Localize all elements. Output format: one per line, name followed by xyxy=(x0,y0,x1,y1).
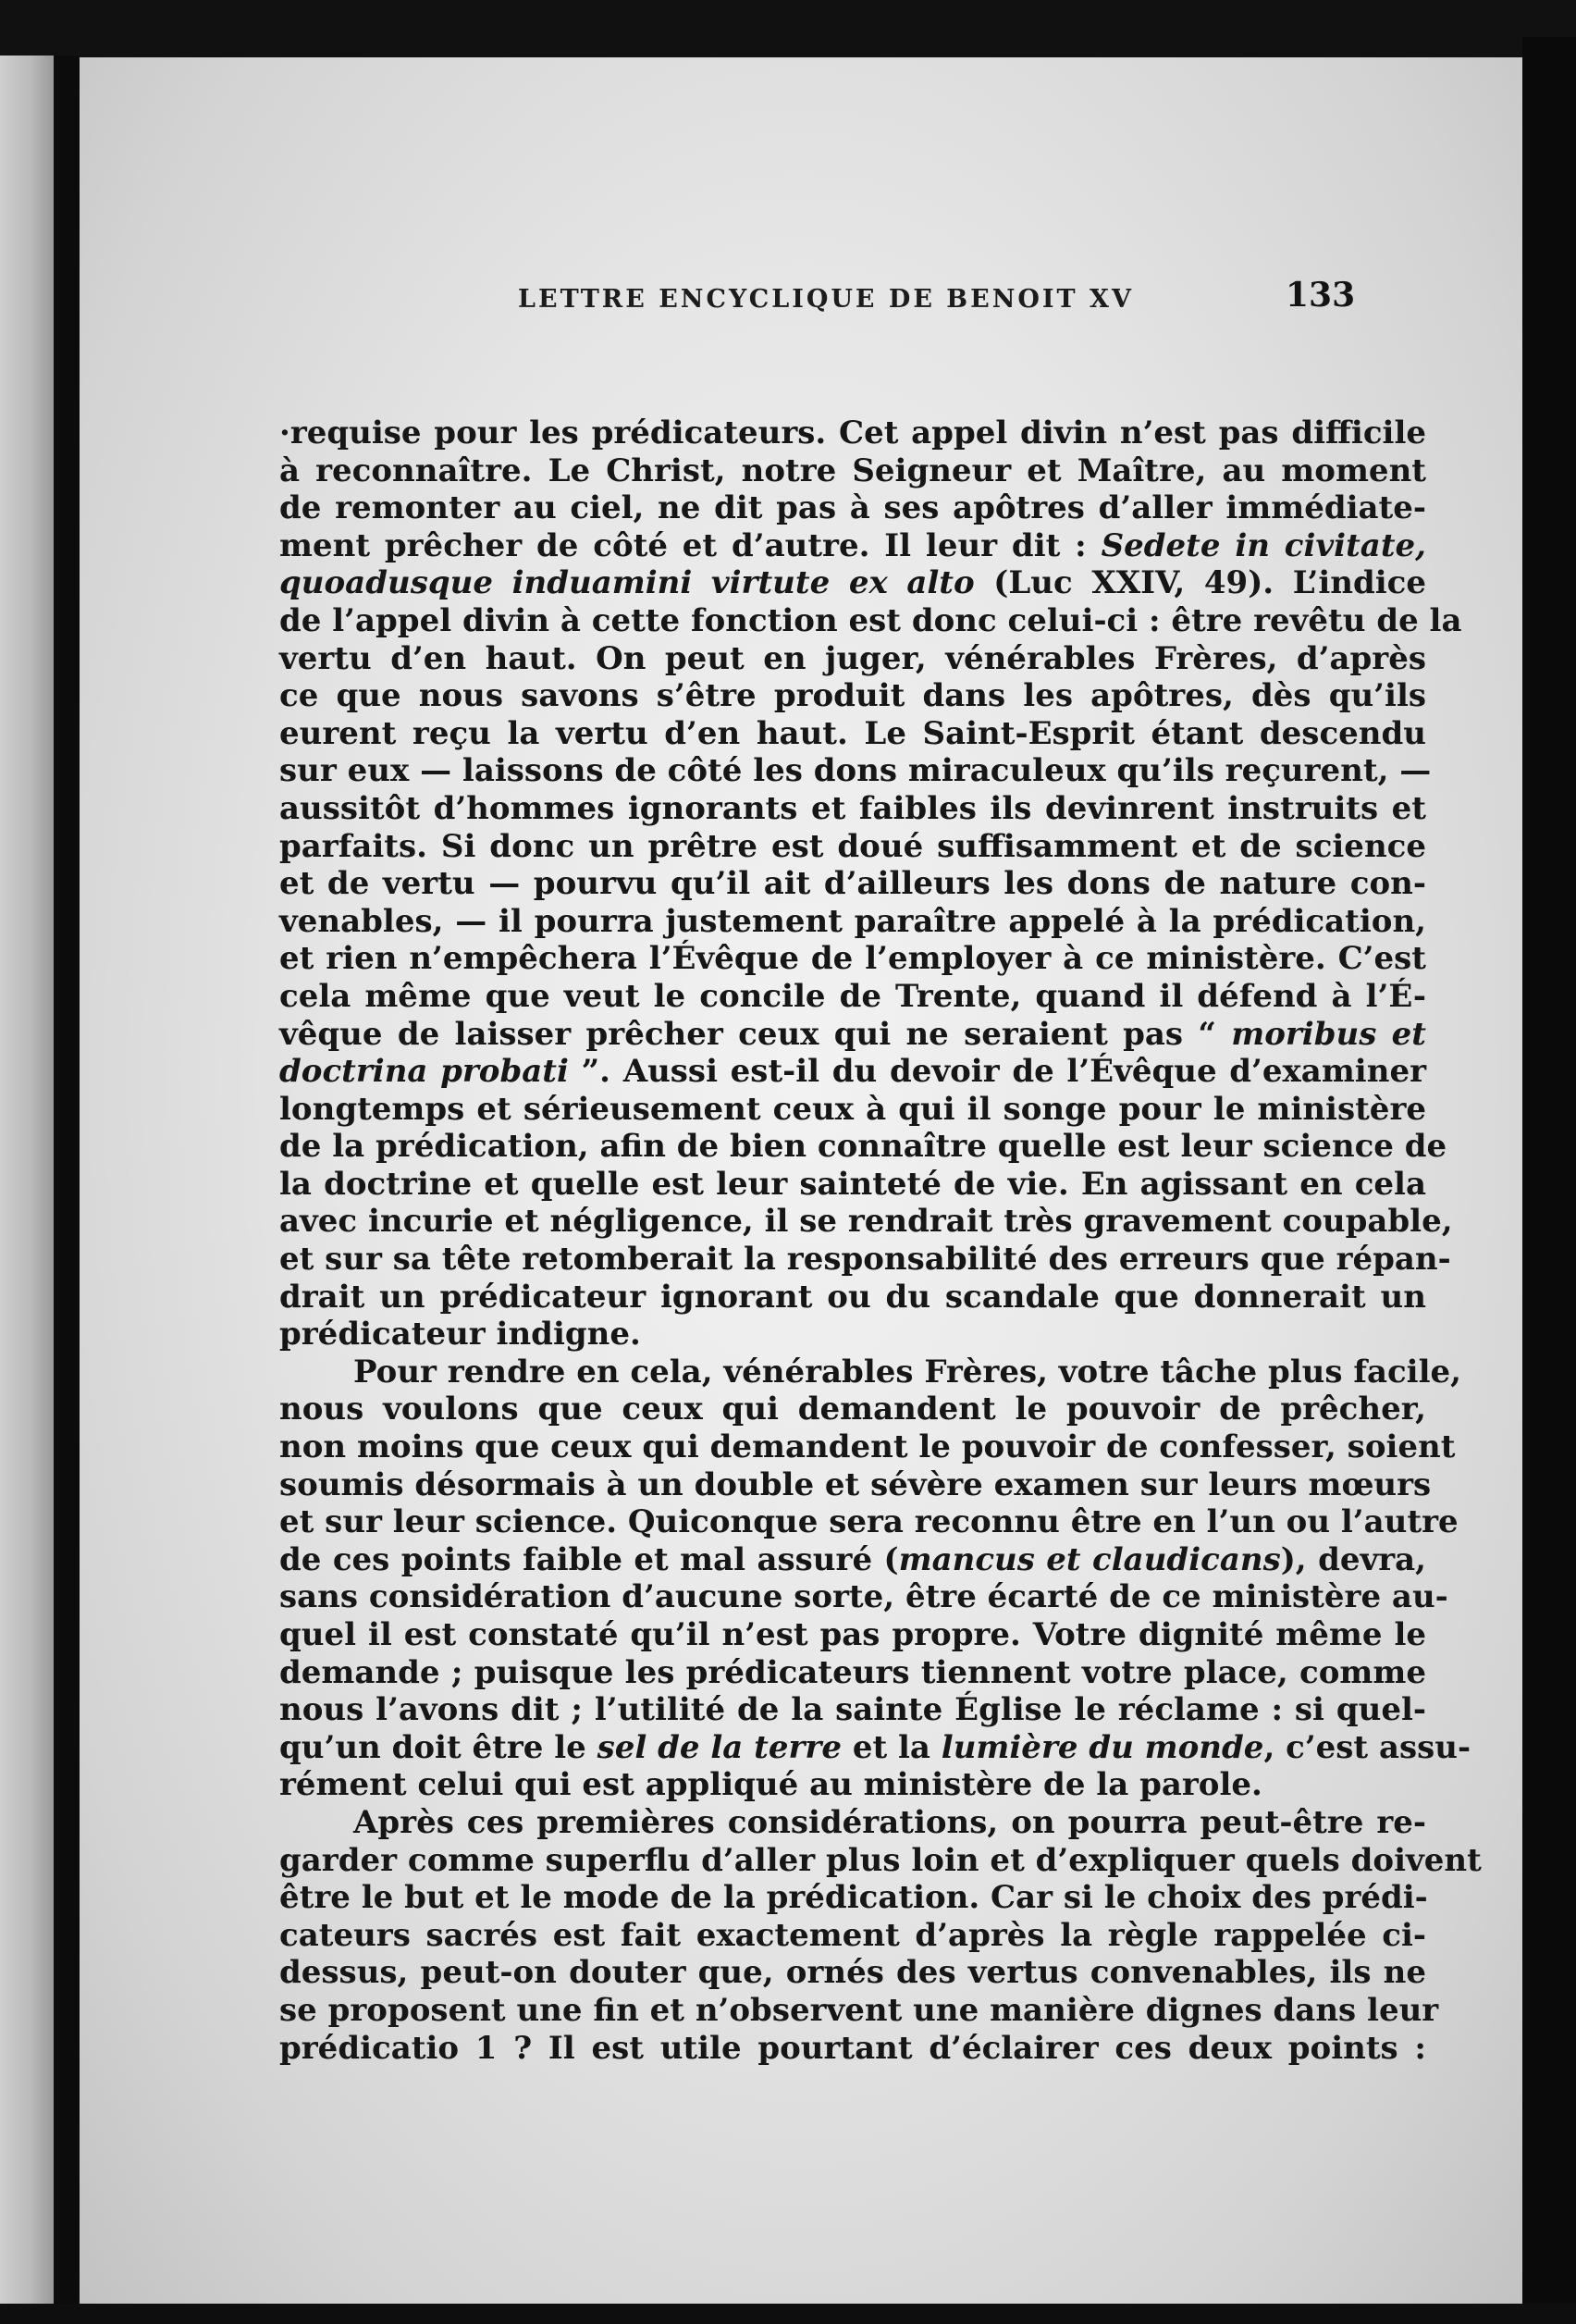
text-line xyxy=(279,1879,1426,1917)
text-line xyxy=(279,1503,1459,1541)
text-line xyxy=(279,752,1432,790)
text-run: demande ; puisque les prédicateurs tiennent votre place, comme xyxy=(279,1653,1426,1691)
text-line xyxy=(279,1428,1456,1466)
text-line xyxy=(279,1053,1426,1091)
text-line xyxy=(279,1241,1451,1279)
text-run: prédicatio 1 ? Il est utile pourtant d’éclairer ces deux points : xyxy=(279,2029,1426,2067)
text-line xyxy=(279,452,1426,490)
text-run: quel il est constaté qu’il n’est pas propre. Votre dignité même le xyxy=(279,1616,1426,1653)
text-line xyxy=(279,2030,1426,2068)
text-run: et sur leur science. Quiconque sera reconnu être en l’un ou l’autre xyxy=(279,1503,1459,1541)
text-line xyxy=(279,489,1426,527)
text-run: être le but et le mode de la prédication. Car si le choix des prédi- xyxy=(279,1879,1428,1917)
text-run: Après ces premières considérations, on pourra peut-être re- xyxy=(353,1803,1426,1841)
text-line xyxy=(279,1954,1426,1992)
text-run: et sur sa tête retomberait la responsabilité des erreurs que répan- xyxy=(279,1241,1451,1279)
text-line xyxy=(279,1766,1426,1804)
italic-text: Sedete in civitate, xyxy=(1101,526,1427,564)
italic-text: quoadusque induamini virtute ex alto xyxy=(279,564,975,602)
text-line xyxy=(279,1128,1447,1166)
text-run: ment prêcher de côté et d’autre. Il leur dit : xyxy=(279,526,1102,564)
text-run: soumis désormais à un double et sévère examen sur leurs mœurs xyxy=(279,1465,1432,1503)
text-run: garder comme superflu d’aller plus loin et d’expliquer quels doivent xyxy=(279,1841,1482,1879)
text-run: à reconnaître. Le Christ, notre Seigneur et Maître, au moment xyxy=(279,451,1426,489)
page-number: 133 xyxy=(1286,276,1356,315)
text-line xyxy=(279,1616,1426,1654)
text-line xyxy=(279,1203,1453,1241)
text-line xyxy=(279,978,1426,1016)
text-run: , c’est assu- xyxy=(1263,1728,1471,1766)
text-run: sans considération d’aucune sorte, être écarté de ce ministère au- xyxy=(279,1578,1448,1616)
text-line xyxy=(279,1091,1426,1129)
text-line xyxy=(279,1991,1439,2030)
text-run: prédicateur indigne. xyxy=(279,1316,641,1354)
text-run: venables, — il pourra justement paraître appelé à la prédication, xyxy=(279,902,1426,940)
text-line xyxy=(279,1016,1426,1054)
text-line xyxy=(279,1316,1426,1354)
text-line xyxy=(279,903,1426,941)
text-line xyxy=(279,414,1426,452)
text-run: aussitôt d’hommes ignorants et faibles ils devinrent instruits et xyxy=(279,789,1426,827)
text-line xyxy=(279,1166,1426,1204)
text-line xyxy=(279,1353,1461,1391)
text-line xyxy=(279,865,1426,903)
body-text xyxy=(279,414,1482,2067)
italic-text: lumière du monde xyxy=(941,1728,1264,1766)
text-line xyxy=(279,677,1426,715)
facing-page-edge xyxy=(0,56,54,2313)
text-run: nous l’avons dit ; l’utilité de la sainte Église le réclame : si quel- xyxy=(279,1691,1426,1729)
text-line xyxy=(279,828,1426,866)
text-run: vertu d’en haut. On peut en juger, vénérables Frères, d’après xyxy=(279,639,1426,677)
text-run: de la prédication, afin de bien connaître quelle est leur science de xyxy=(279,1128,1447,1166)
text-run: (Luc XXIV, 49). L’indice xyxy=(974,564,1426,602)
text-line xyxy=(279,1578,1448,1616)
text-run: ”. Aussi est-il du devoir de l’Évêque d’examiner xyxy=(568,1053,1426,1091)
text-run: rément celui qui est appliqué au ministère de la parole. xyxy=(279,1766,1262,1804)
italic-text: moribus et xyxy=(1231,1015,1426,1053)
text-run: cateurs sacrés est fait exactement d’après la règle rappelée ci- xyxy=(279,1916,1426,1954)
text-run: cela même que veut le concile de Trente, quand il défend à l’É- xyxy=(279,977,1426,1015)
text-run: la doctrine et quelle est leur sainteté de vie. En agissant en cela xyxy=(279,1165,1426,1203)
text-line xyxy=(279,715,1426,753)
text-line xyxy=(279,1391,1426,1428)
text-line xyxy=(279,790,1426,828)
text-line xyxy=(279,1691,1426,1729)
text-run: nous voulons que ceux qui demandent le pouvoir de prêcher, xyxy=(279,1391,1426,1428)
book-page xyxy=(80,57,1522,2315)
text-run: ·requise pour les prédicateurs. Cet appel divin n’est pas difficile xyxy=(279,414,1426,451)
text-line xyxy=(279,564,1426,602)
text-line xyxy=(279,1841,1482,1880)
text-run: ce que nous savons s’être produit dans les apôtres, dès qu’ils xyxy=(279,677,1426,715)
text-run: de remonter au ciel, ne dit pas à ses apôtres d’aller immédiate- xyxy=(279,489,1426,527)
italic-text: sel de la terre xyxy=(597,1728,842,1766)
text-line xyxy=(279,1917,1426,1955)
text-run: vêque de laisser prêcher ceux qui ne seraient pas “ xyxy=(279,1015,1232,1053)
text-line xyxy=(279,640,1426,678)
scan-border-bottom xyxy=(0,2304,1576,2324)
scan-border-right xyxy=(1522,37,1576,2324)
text-run: eurent reçu la vertu d’en haut. Le Saint-Esprit étant descendu xyxy=(279,714,1426,752)
text-run: ), devra, xyxy=(1280,1540,1427,1578)
text-run: se proposent une fin et n’observent une manière dignes dans leur xyxy=(279,1991,1439,2029)
text-run: parfaits. Si donc un prêtre est doué suffisamment et de science xyxy=(279,827,1426,865)
text-line xyxy=(279,1279,1426,1317)
text-run: et de vertu — pourvu qu’il ait d’ailleurs les dons de nature con- xyxy=(279,865,1426,903)
text-line xyxy=(279,940,1426,978)
text-line xyxy=(279,1728,1471,1767)
text-run: drait un prédicateur ignorant ou du scandale que donnerait un xyxy=(279,1278,1426,1316)
text-line xyxy=(279,1541,1426,1579)
text-run: et la xyxy=(841,1728,942,1766)
text-run: non moins que ceux qui demandent le pouvoir de confesser, soient xyxy=(279,1428,1456,1466)
running-header: LETTRE ENCYCLIQUE DE BENOIT XV xyxy=(518,285,1134,314)
text-run: dessus, peut-on douter que, ornés des vertus convenables, ils ne xyxy=(279,1954,1426,1992)
text-run: de ces points faible et mal assuré ( xyxy=(279,1540,899,1578)
text-run: de l’appel divin à cette fonction est donc celui-ci : être revêtu de la xyxy=(279,601,1462,639)
text-run: Pour rendre en cela, vénérables Frères, votre tâche plus facile, xyxy=(353,1353,1461,1391)
text-run: longtemps et sérieusement ceux à qui il songe pour le ministère xyxy=(279,1090,1426,1128)
text-line xyxy=(279,1465,1432,1504)
italic-text: doctrina probati xyxy=(279,1053,569,1091)
text-run: et rien n’empêchera l’Évêque de l’employer à ce ministère. C’est xyxy=(279,940,1426,978)
text-run: qu’un doit être le xyxy=(279,1728,597,1766)
italic-text: mancus et claudicans xyxy=(898,1540,1281,1578)
book-gutter xyxy=(54,56,80,2313)
text-line xyxy=(279,601,1462,640)
text-run: sur eux — laissons de côté les dons miraculeux qu’ils reçurent, — xyxy=(279,752,1432,790)
text-line xyxy=(279,527,1426,565)
text-line xyxy=(279,1654,1426,1692)
text-run: avec incurie et négligence, il se rendrait très gravement coupable, xyxy=(279,1203,1453,1241)
text-line xyxy=(279,1804,1426,1842)
